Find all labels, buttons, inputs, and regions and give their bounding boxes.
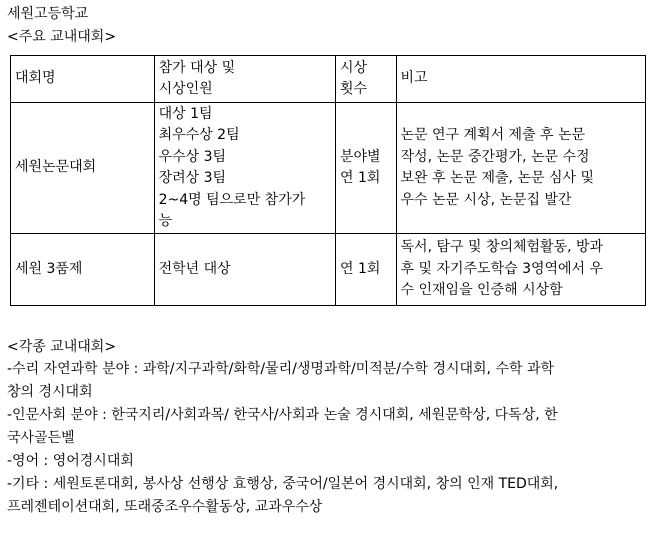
- contest-list-line: 국사골든벨: [7, 430, 75, 446]
- table-row: [11, 103, 646, 234]
- remarks-line: 작성, 논문 중간평가, 논문 수정: [400, 148, 590, 165]
- table-row: [11, 234, 646, 306]
- target-line: 2~4명 팀으로만 참가가: [158, 191, 306, 208]
- header-award-count: [335, 56, 396, 103]
- main-contests-table: [10, 55, 646, 306]
- target-cell: [154, 234, 335, 306]
- target-line: 대상 1팀: [158, 105, 213, 122]
- remarks-line: 논문 연구 계획서 제출 후 논문: [400, 127, 586, 143]
- remarks-line: 후 및 자기주도학습 3영역에서 우: [400, 260, 604, 277]
- count-line: 연 1회: [339, 260, 381, 277]
- school-title: 세원고등학교: [7, 6, 89, 22]
- count-cell: [335, 103, 396, 234]
- target-line: 최우수상 2팀: [158, 127, 240, 143]
- remarks-line: 보완 후 논문 제출, 논문 심사 및: [400, 170, 594, 186]
- header-contest-name: 대회명: [11, 56, 155, 103]
- contest-list-line: -기타 : 세원토론대회, 봉사상 선행상 효행상, 중국어/일본어 경시대회, 창의 인재 TED대회,: [7, 476, 559, 492]
- header-target-line: 시상인원: [158, 81, 213, 97]
- contest-list-line: 프레젠테이션대회, 또래중조우수활동상, 교과우수상: [7, 499, 323, 515]
- target-line: 우수상 3팀: [158, 148, 227, 165]
- header-target-awards: [154, 56, 335, 103]
- contest-name-cell: 세원 3품제: [11, 234, 155, 306]
- count-cell: [335, 234, 396, 306]
- count-line: 연 1회: [339, 170, 381, 186]
- target-cell: [154, 103, 335, 234]
- target-line: 능: [158, 213, 173, 229]
- contest-list-line: -수리 자연과학 분야 : 과학/지구과학/화학/물리/생명과학/미적분/수학 경시대회, 수학 과학: [7, 361, 555, 377]
- header-target-line: 참가 대상 및: [158, 59, 236, 76]
- contest-name-cell: 세원논문대회: [11, 103, 155, 234]
- target-line: 장려상 3팀: [158, 170, 227, 186]
- contest-list-line: -인문사회 분야 : 한국지리/사회과목/ 한국사/사회과 논술 경시대회, 세원문학상, 다독상, 한: [7, 407, 558, 423]
- header-count-line: 횟수: [339, 81, 368, 97]
- section-heading-various-contests: <각종 교내대회>: [7, 339, 117, 355]
- remarks-cell: [396, 234, 645, 306]
- remarks-line: 수 인재임을 인증해 시상함: [400, 282, 563, 299]
- header-count-line: 시상: [339, 59, 368, 76]
- contest-list-line: 창의 경시대회: [7, 384, 93, 400]
- remarks-cell: [396, 103, 645, 234]
- remarks-line: 우수 논문 시상, 논문집 발간: [400, 191, 572, 208]
- count-line: 분야별: [339, 148, 381, 165]
- header-remarks: 비고: [396, 56, 645, 103]
- target-line: 전학년 대상: [158, 260, 231, 277]
- contest-list-line: -영어 : 영어경시대회: [7, 453, 134, 469]
- remarks-line: 독서, 탐구 및 창의체험활동, 방과: [400, 239, 604, 256]
- section-heading-main-contests: <주요 교내대회>: [7, 29, 117, 45]
- table-header-row: [11, 56, 646, 103]
